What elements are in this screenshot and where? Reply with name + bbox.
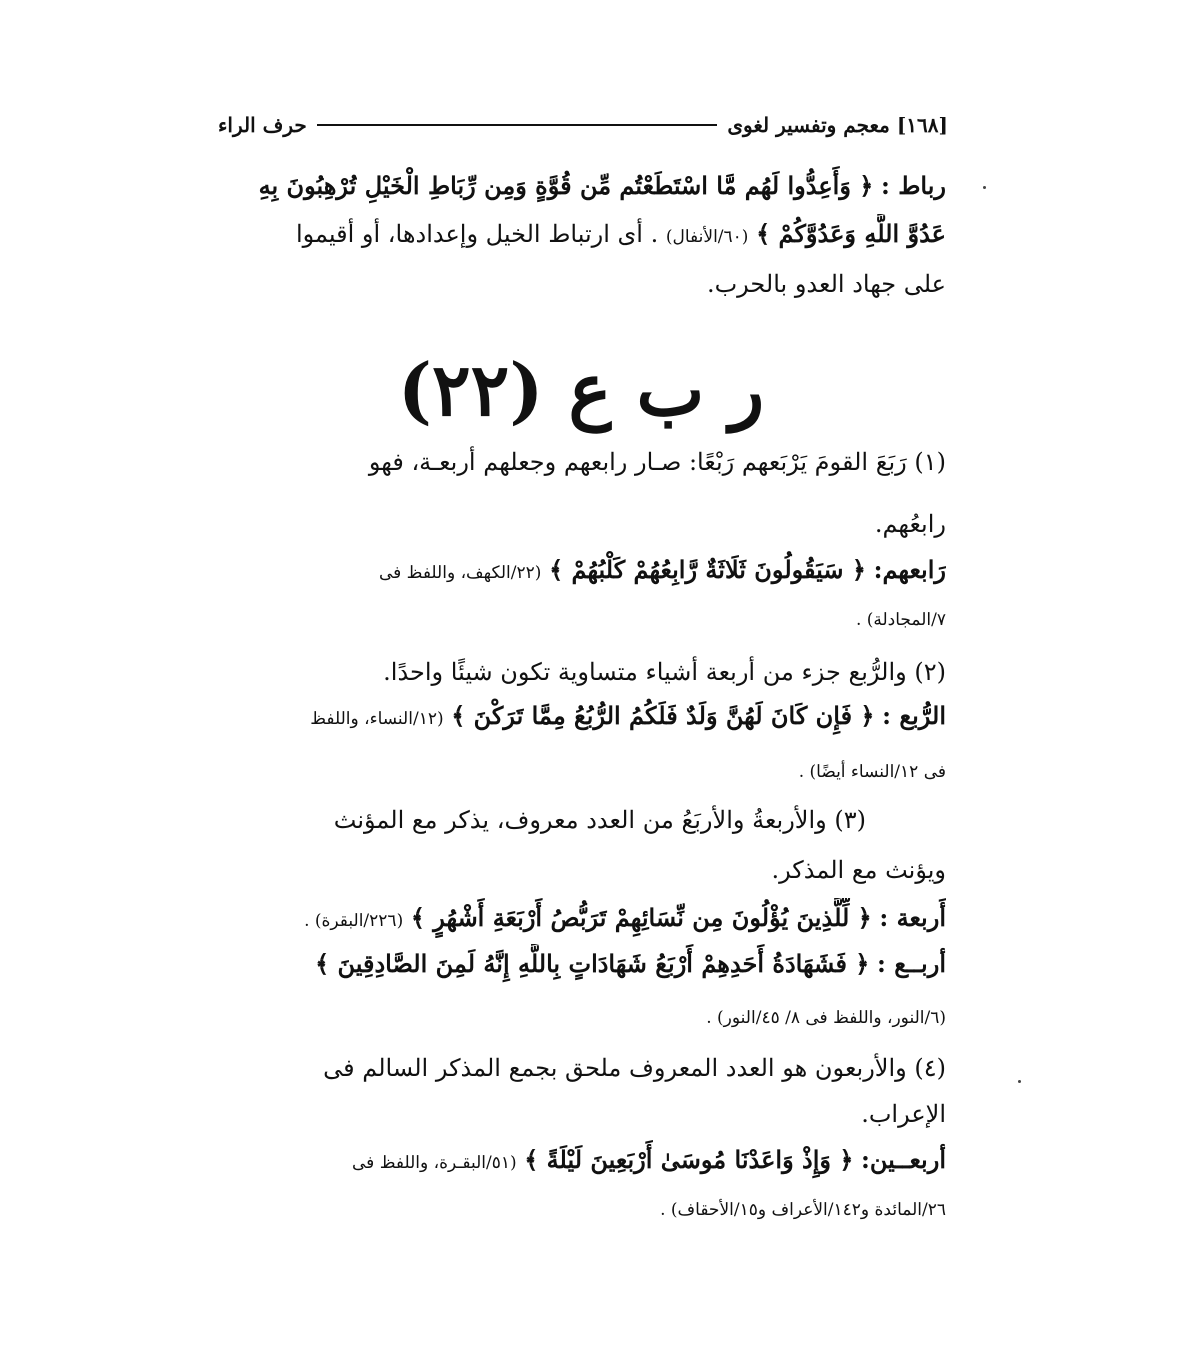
verse-reference: (٦٠/الأنفال) [665,227,749,247]
sense4-example [216,1140,946,1180]
sense1-line-1: (١) رَبَعَ القومَ يَرْبَعهم رَبْعًا: صـار رابعهم وجعلهم أربعـة، فهو [368,448,946,476]
verse-reference: (٥١/البقـرة، واللفظ فى [352,1153,517,1173]
running-header [218,108,948,142]
scan-speck [983,186,986,189]
verse-reference: (٢٢/الكهف، واللفظ فى [378,563,542,583]
sense1-line-2: رابعُهم. [874,510,946,538]
entry-term: رباط : [881,171,946,200]
sense2-example [216,696,946,736]
page-label: [١٦٨] معجم وتفسير لغوى [727,113,948,137]
section-label: حرف الراء [218,113,307,137]
root-heading: ر ب ع (٢٢) [397,347,765,432]
sense4-reference-cont: ٢٦/المائدة و١٤٢/الأعراف و١٥/الأحقاف) . [660,1200,946,1220]
scan-speck [1018,1080,1021,1083]
sense3-line-1: (٣) والأربعةُ والأربَعُ من العدد معروف، يذكر مع المؤنث [333,806,866,834]
ribat-line-3: على جهاد العدو بالحرب. [706,270,946,298]
example-term: أَربعة : [879,903,946,932]
example-term: أربعــين: [861,1145,946,1174]
example-term: رَابعهم: [873,555,946,584]
quran-quote: ﴿ وَأَعِدُّوا لَهُم مَّا اسْتَطَعْتُم مِّن قُوَّةٍ وَمِن رِّبَاطِ الْخَيْلِ تُرْهِبُونَ بِهِ [258,171,874,200]
sense1-reference-cont: ٧/المجادلة) . [855,610,946,630]
sense3-example-2 [216,944,946,984]
sense1-example [216,550,946,590]
ribat-line-1 [216,166,946,206]
quran-quote: ﴿ وَإِذْ وَاعَدْنَا مُوسَىٰ أَرْبَعِينَ لَيْلَةً ﴾ [524,1145,854,1174]
definition-text: . أى ارتباط الخيل وإعدادها، أو أقيموا [295,220,659,248]
quran-quote: ﴿ فَشَهَادَةُ أَحَدِهِمْ أَرْبَعُ شَهَادَاتٍ بِاللَّهِ إِنَّهُ لَمِنَ الصَّادِقِينَ ﴾ [315,949,870,978]
example-term: أربــع : [877,949,946,978]
sense4-line-2: الإعراب. [861,1100,946,1128]
sense2-line-1: (٢) والرُّبع جزء من أربعة أشياء متساوية تكون شيئًا واحدًا. [383,658,946,686]
sense3-reference-cont: (٦/النور، واللفظ فى ٨/ ٤٥/النور) . [706,1008,946,1028]
verse-reference: (١٢/النساء، واللفظ [310,709,444,729]
quran-quote: ﴿ سَيَقُولُونَ ثَلَاثَةٌ رَّابِعُهُمْ كَلْبُهُمْ ﴾ [549,555,866,584]
verse-reference: (٢٢٦/البقرة) . [304,911,404,931]
sense2-reference-cont: فى ١٢/النساء أيضًا) . [798,762,946,782]
ribat-line-2 [216,214,946,254]
header-rule [317,124,718,126]
sense3-example-1 [216,898,946,938]
sense4-line-1: (٤) والأربعون هو العدد المعروف ملحق بجمع المذكر السالم فى [323,1054,946,1082]
quran-quote: ﴿ فَإِن كَانَ لَهُنَّ وَلَدٌ فَلَكُمُ الرُّبُعُ مِمَّا تَرَكْنَ ﴾ [451,701,875,730]
example-term: الرُّبع : [882,701,946,730]
sense3-line-2: ويؤنث مع المذكر. [771,856,946,884]
quran-quote: عَدُوَّ اللَّهِ وَعَدُوَّكُمْ ﴾ [756,219,946,248]
quran-quote: ﴿ لِّلَّذِينَ يُؤْلُونَ مِن نِّسَائِهِمْ تَرَبُّصُ أَرْبَعَةِ أَشْهُرٍ ﴾ [410,903,872,932]
